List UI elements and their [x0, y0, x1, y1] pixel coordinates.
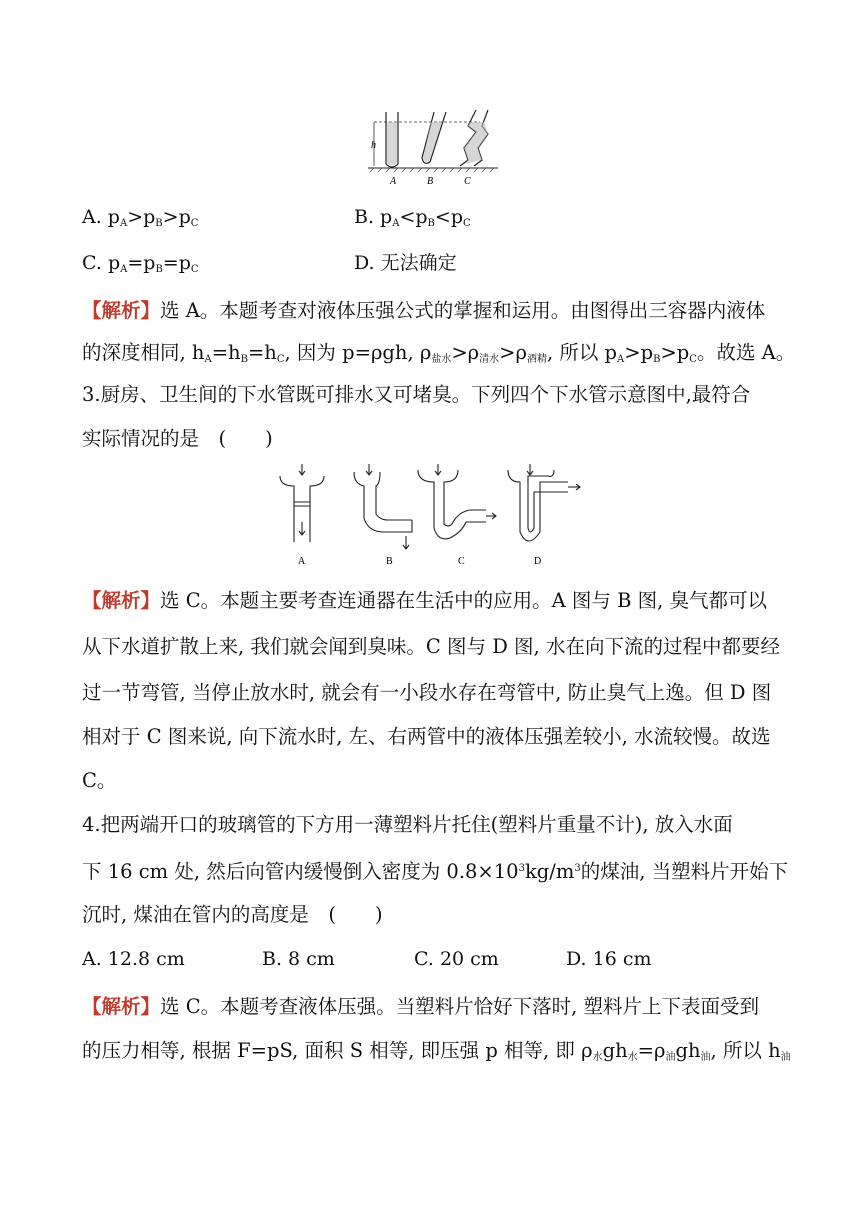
q2-analysis-line-2: 的深度相同, $h_A=h_B=h_C$, 因为 p=ρgh, $\rho_{盐水}>\rho_{清水}>\rho_{酒精}$, 所以 $p_A>p_B>p_C$。故选 A。 [82, 341, 796, 365]
fig-label-A: A [390, 176, 397, 187]
q3-analysis-line-2: 从下水道扩散上来, 我们就会闻到臭味。C 图与 D 图, 水在向下流的过程中都要经 [82, 635, 780, 658]
q4-analysis-line-2: 的压力相等, 根据 F=pS, 面积 S 相等, 即压强 p 相等, 即 $\rho_水gh_水=\rho_油gh_油$, 所以 $h_油$ [82, 1039, 791, 1063]
q2-option-d: D. 无法确定 [354, 252, 457, 274]
fig-label-A: A [298, 556, 306, 567]
q2-option-b: B. $p_A<p_B<p_C$ [354, 206, 471, 229]
q3-analysis-line-5: C。 [82, 769, 117, 792]
q3-analysis-line-3: 过一节弯管, 当停止放水时, 就会有一小段水存在弯管中, 防止臭气上逸。但 D 图 [82, 681, 772, 704]
fig-label-C: C [458, 556, 465, 567]
q3-stem-line-2: 实际情况的是 ( ) [82, 427, 273, 450]
q3-stem-line-1: 3.厨房、卫生间的下水管既可排水又可堵臭。下列四个下水管示意图中,最符合 [82, 383, 751, 406]
analysis-tag: 【解析】 [82, 589, 161, 612]
fig-label-B: B [427, 176, 434, 187]
containers-figure [364, 108, 504, 190]
q4-stem-line-2: 下 16 cm 处, 然后向管内缓慢倒入密度为 $0.8\times 10^3kg/m^3$的煤油, 当塑料片开始下 [82, 860, 789, 883]
q4-analysis-line-1: 【解析】选 C。本题考查液体压强。当塑料片恰好下落时, 塑料片上下表面受到 [82, 995, 760, 1018]
q4-option-a: A. 12.8 cm [82, 948, 185, 970]
q4-stem-line-3: 沉时, 煤油在管内的高度是 ( ) [82, 903, 383, 926]
q4-option-b: B. 8 cm [262, 948, 335, 970]
analysis-tag: 【解析】 [82, 299, 161, 322]
fig-label-D: D [534, 556, 542, 567]
q4-stem-line-1: 4.把两端开口的玻璃管的下方用一薄塑料片托住(塑料片重量不计), 放入水面 [82, 813, 733, 836]
drain-pipes-figure [272, 462, 592, 570]
q3-analysis-line-1: 【解析】选 C。本题主要考查连通器在生活中的应用。A 图与 B 图, 臭气都可以 [82, 589, 768, 612]
analysis-tag: 【解析】 [82, 995, 161, 1018]
fig-label-h: h [371, 140, 376, 151]
q4-option-c: C. 20 cm [414, 948, 499, 970]
q2-option-a: A. $p_A>p_B>p_C$ [82, 206, 199, 229]
q2-option-c: C. $p_A=p_B=p_C$ [82, 252, 199, 275]
fig-label-C: C [464, 176, 471, 187]
fig-label-B: B [386, 556, 393, 567]
q4-option-d: D. 16 cm [566, 948, 652, 970]
q3-analysis-line-4: 相对于 C 图来说, 向下流水时, 左、右两管中的液体压强差较小, 水流较慢。故选 [82, 725, 771, 748]
q2-analysis-line-1: 【解析】选 A。本题考查对液体压强公式的掌握和运用。由图得出三容器内液体 [82, 299, 766, 322]
